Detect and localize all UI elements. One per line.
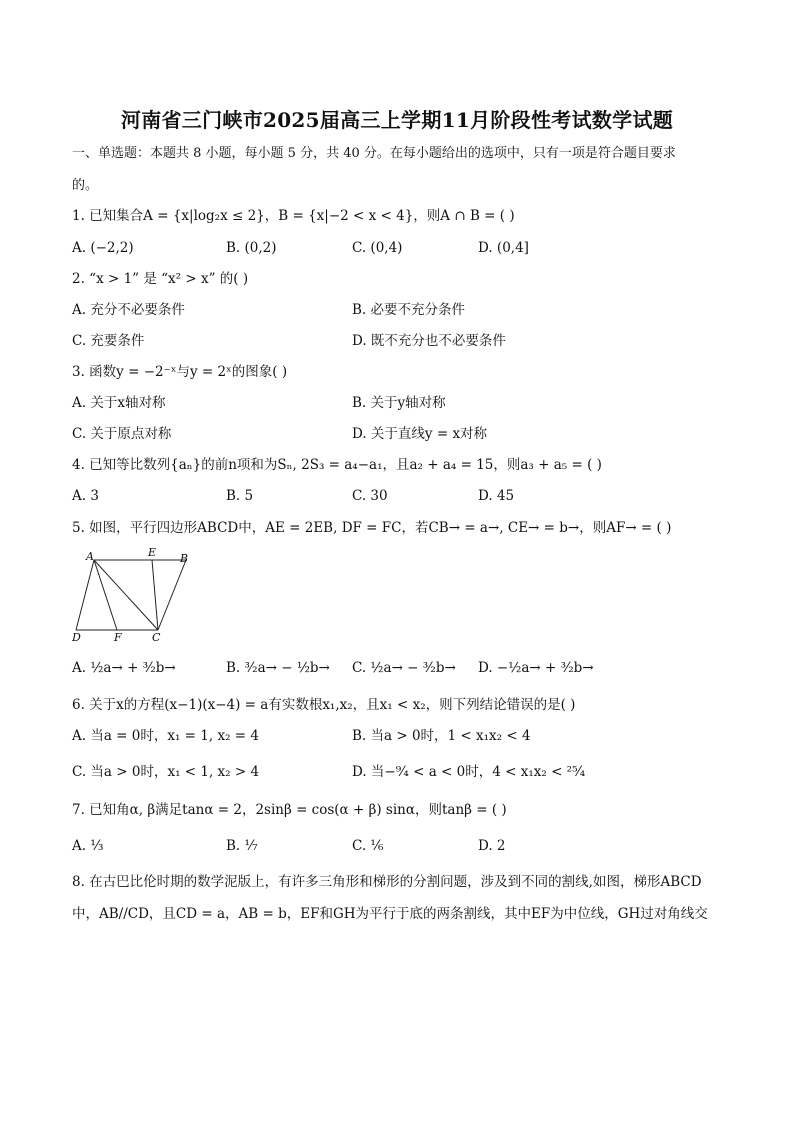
q4-option-a[interactable]: A. 3: [72, 488, 99, 504]
q5-option-a[interactable]: A. ½a→ + ³⁄₂b→: [72, 660, 176, 676]
figure-label-f: F: [114, 631, 122, 644]
q3-option-b[interactable]: B. 关于y轴对称: [352, 395, 446, 411]
question-5-stem: 5. 如图，平行四边形ABCD中，AE = 2EB, DF = FC，若CB→ = a→, CE→ = b→，则AF→ = ( ): [72, 520, 672, 536]
page-title: 河南省三门峡市2025届高三上学期11月阶段性考试数学试题: [120, 108, 674, 132]
q5-option-b[interactable]: B. ³⁄₂a→ − ½b→: [226, 660, 330, 676]
q7-option-a[interactable]: A. ⅓: [72, 838, 104, 854]
parallelogram-figure: [72, 548, 198, 644]
figure-label-b: B: [180, 552, 189, 565]
q4-option-d[interactable]: D. 45: [478, 488, 515, 504]
question-8-stem: 8. 在古巴比伦时期的数学泥版上，有许多三角形和梯形的分割问题，涉及到不同的割线,如图，梯形ABCD: [72, 874, 702, 890]
q7-option-b[interactable]: B. ⅐: [226, 838, 258, 854]
q3-option-a[interactable]: A. 关于x轴对称: [72, 395, 166, 411]
section-header: 一、单选题：本题共 8 小题，每小题 5 分，共 40 分。在每小题给出的选项中，只有一项是符合题目要求: [72, 146, 676, 161]
q2-option-d[interactable]: D. 既不充分也不必要条件: [352, 333, 506, 349]
question-7-stem: 7. 已知角α, β满足tanα = 2，2sinβ = cos(α + β) sinα，则tanβ = ( ): [72, 802, 507, 818]
q5-option-c[interactable]: C. ½a→ − ³⁄₂b→: [352, 660, 456, 676]
section-header-cont: 的。: [72, 178, 99, 193]
q1-option-a[interactable]: A. (−2,2): [72, 240, 134, 256]
q1-option-c[interactable]: C. (0,4): [352, 240, 403, 256]
question-8-stem-cont: 中，AB//CD，且CD = a，AB = b，EF和GH为平行于底的两条割线，其中EF为中位线，GH过对角线交: [72, 906, 708, 922]
figure-label-c: C: [152, 631, 161, 644]
q6-option-d[interactable]: D. 当−⁹⁄₄ < a < 0时，4 < x₁x₂ < ²⁵⁄₄: [352, 764, 586, 780]
q1-option-b[interactable]: B. (0,2): [226, 240, 277, 256]
question-6-stem: 6. 关于x的方程(x−1)(x−4) = a有实数根x₁,x₂，且x₁ < x₂，则下列结论错误的是( ): [72, 697, 576, 713]
question-1-stem: 1. 已知集合A = {x|log₂x ≤ 2}，B = {x|−2 < x < 4}，则A ∩ B = ( ): [72, 208, 515, 224]
q2-option-c[interactable]: C. 充要条件: [72, 333, 145, 349]
q7-option-c[interactable]: C. ⅙: [352, 838, 384, 854]
q1-option-d[interactable]: D. (0,4]: [478, 240, 529, 256]
question-4-stem: 4. 已知等比数列{aₙ}的前n项和为Sₙ, 2S₃ = a₄−a₁，且a₂ + a₄ = 15，则a₃ + a₅ = ( ): [72, 457, 602, 473]
question-3-stem: 3. 函数y = −2⁻ˣ与y = 2ˣ的图象( ): [72, 364, 288, 380]
q4-option-b[interactable]: B. 5: [226, 488, 254, 504]
q3-option-c[interactable]: C. 关于原点对称: [72, 426, 172, 442]
q4-option-c[interactable]: C. 30: [352, 488, 388, 504]
q3-option-d[interactable]: D. 关于直线y = x对称: [352, 426, 488, 442]
figure-label-d: D: [72, 631, 81, 644]
q6-option-b[interactable]: B. 当a > 0时，1 < x₁x₂ < 4: [352, 728, 531, 744]
q5-option-d[interactable]: D. −½a→ + ³⁄₂b→: [478, 660, 594, 676]
figure-label-a: A: [86, 550, 94, 563]
question-2-stem: 2. “x > 1” 是 “x² > x” 的( ): [72, 271, 249, 287]
q7-option-d[interactable]: D. 2: [478, 838, 506, 854]
q2-option-b[interactable]: B. 必要不充分条件: [352, 302, 466, 318]
q2-option-a[interactable]: A. 充分不必要条件: [72, 302, 185, 318]
q6-option-c[interactable]: C. 当a > 0时，x₁ < 1, x₂ > 4: [72, 764, 260, 780]
figure-label-e: E: [148, 548, 157, 559]
q6-option-a[interactable]: A. 当a = 0时，x₁ = 1, x₂ = 4: [72, 728, 259, 744]
